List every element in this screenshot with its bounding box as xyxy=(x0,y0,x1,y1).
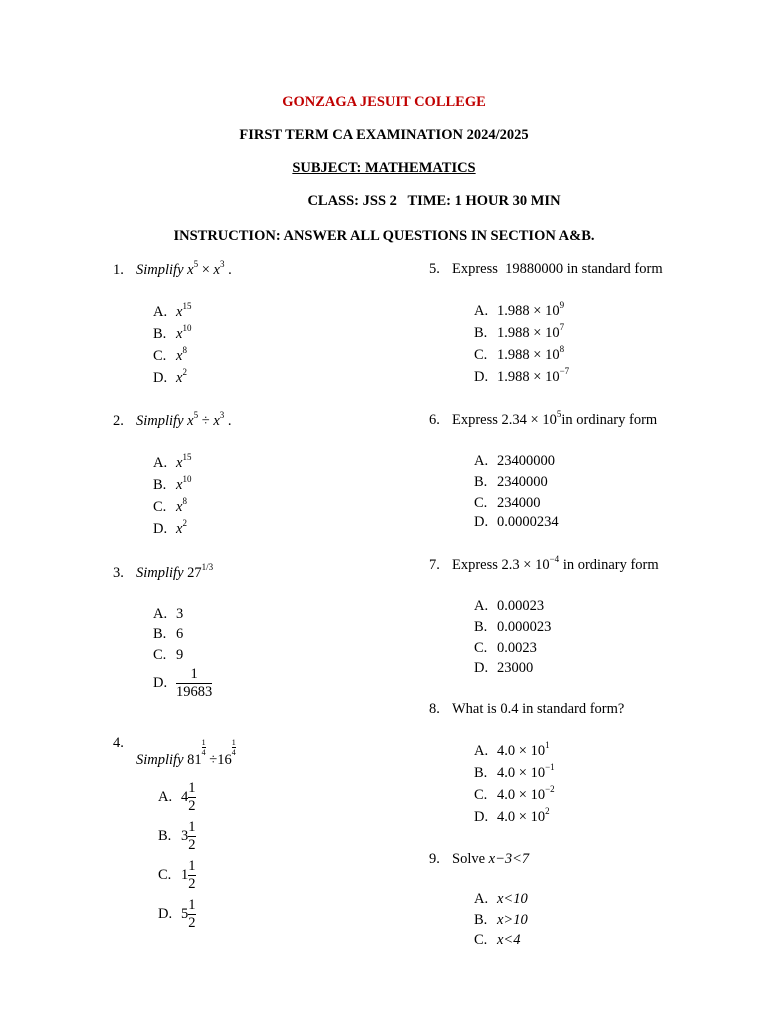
option-label: A. xyxy=(153,455,168,471)
question-number: 6. xyxy=(429,412,440,428)
simplify-word: Simplify xyxy=(136,752,184,768)
option-label: C. xyxy=(158,866,172,883)
q2-option-d[interactable]: D. $x^2$ xyxy=(153,518,187,537)
option-label: B. xyxy=(153,477,167,493)
option-exponent: 8 xyxy=(182,496,187,506)
q4-option-b[interactable] xyxy=(158,819,196,854)
option-exponent: 15 xyxy=(182,452,192,462)
option-exponent: 10 xyxy=(182,474,192,484)
option-value: 0.000023 xyxy=(497,619,552,635)
option-value: x<10 xyxy=(497,891,528,907)
option-label: A. xyxy=(474,743,489,759)
option-label: D. xyxy=(153,370,168,386)
q1-option-b[interactable]: B. $x^{10}$ xyxy=(153,323,192,342)
fraction: $\frac{1}{2}$ xyxy=(188,897,196,931)
base: 81 xyxy=(187,752,202,768)
q7-option-a[interactable] xyxy=(474,598,544,615)
q2-option-b[interactable]: B. $x^{10}$ xyxy=(153,474,192,493)
option-exponent: 8 xyxy=(559,344,565,354)
fraction: $\frac{1}{2}$ xyxy=(188,858,196,892)
fraction: $\frac{1}{2}$ xyxy=(188,819,196,853)
option-value: 3 xyxy=(176,606,184,622)
question-number: 4. xyxy=(113,735,124,751)
q6-option-c[interactable] xyxy=(474,495,541,512)
option-label: A. xyxy=(158,788,173,805)
option-label: A. xyxy=(474,598,489,614)
q6-option-b[interactable] xyxy=(474,474,548,491)
q5-option-b[interactable]: B. $1.988 \times 10^7$ xyxy=(474,322,565,341)
q4-option-a[interactable] xyxy=(158,780,196,815)
question-number: 7. xyxy=(429,557,440,573)
q1-option-d[interactable]: D. $x^2$ xyxy=(153,367,187,386)
option-exponent: 7 xyxy=(559,322,565,332)
option-label: C. xyxy=(153,348,167,364)
question-text: Simplify 81 $\frac{1}{4}$ ÷16 $\frac{1}{4}$ xyxy=(136,738,236,768)
option-exponent: 2 xyxy=(182,518,187,528)
q8-option-d[interactable]: D. $4.0 \times 10^2$ xyxy=(474,806,550,825)
q3-option-b[interactable] xyxy=(153,626,183,643)
option-label: B. xyxy=(474,619,488,635)
option-label: A. xyxy=(474,891,489,907)
option-exponent: 10 xyxy=(182,323,192,333)
option-label: A. xyxy=(153,606,168,622)
q7-option-d[interactable] xyxy=(474,660,533,677)
exam-title: FIRST TERM CA EXAMINATION 2024/2025 xyxy=(239,127,529,143)
q5-option-c[interactable]: C. $1.988 \times 10^8$ xyxy=(474,344,565,363)
q2-option-a[interactable]: A. $x^{15}$ xyxy=(153,452,192,471)
base: 16 xyxy=(217,752,232,768)
option-value: 9 xyxy=(176,647,184,663)
whole-number: 3 xyxy=(181,827,189,844)
school-title: GONZAGA JESUIT COLLEGE xyxy=(282,94,486,110)
option-label: C. xyxy=(474,787,488,803)
simplify-word: Simplify xyxy=(136,413,184,429)
q6-option-a[interactable] xyxy=(474,453,555,470)
q7-option-b[interactable] xyxy=(474,619,551,636)
option-label: C. xyxy=(474,932,488,948)
exponent: 1/3 xyxy=(201,562,214,572)
question-text: What is 0.4 in standard form? xyxy=(452,701,625,717)
option-exponent: 8 xyxy=(182,345,187,355)
whole-number: 5 xyxy=(181,905,189,922)
option-value: 6 xyxy=(176,626,184,642)
base: 27 xyxy=(187,565,202,581)
exponent-fraction: $\frac{1}{4}$ xyxy=(201,738,206,757)
option-label: C. xyxy=(474,495,488,511)
option-label: D. xyxy=(153,674,168,691)
whole-number: 4 xyxy=(181,788,189,805)
option-value: 0.00023 xyxy=(497,598,545,614)
option-label: D. xyxy=(153,521,168,537)
option-label: B. xyxy=(474,474,488,490)
option-exponent: 2 xyxy=(182,367,187,377)
q5-option-d[interactable]: D. $1.988 \times 10^{-7}$ xyxy=(474,366,570,385)
option-label: B. xyxy=(474,765,488,781)
question-text: Express $2.34 \times 10^5in$ ordinary form xyxy=(452,409,658,428)
option-label: B. xyxy=(474,912,488,928)
q8-option-b[interactable]: B. $4.0 \times 10^{-1}$ xyxy=(474,762,555,781)
option-exponent: 1 xyxy=(545,740,550,750)
option-value: 2340000 xyxy=(497,474,548,490)
option-value: 23400000 xyxy=(497,453,555,469)
option-label: B. xyxy=(153,626,167,642)
option-value: 0.0000234 xyxy=(497,514,559,530)
option-label: C. xyxy=(153,499,167,515)
q1-option-a[interactable]: A. $x^{15}$ xyxy=(153,301,192,320)
whole-number: 1 xyxy=(181,866,189,883)
option-label: D. xyxy=(158,905,173,922)
fraction xyxy=(176,666,212,701)
option-label: C. xyxy=(153,647,167,663)
question-number: 2. xyxy=(113,413,124,429)
option-label: B. xyxy=(153,326,167,342)
option-exponent: 2 xyxy=(545,806,550,816)
option-value: 23000 xyxy=(497,660,534,676)
option-exponent: −2 xyxy=(545,784,555,794)
option-label: A. xyxy=(474,303,489,319)
q3-option-a[interactable] xyxy=(153,606,183,623)
option-label: D. xyxy=(474,514,489,530)
option-label: B. xyxy=(474,325,488,341)
option-label: C. xyxy=(474,640,488,656)
fraction: $\frac{1}{2}$ xyxy=(188,780,196,814)
q5-option-a[interactable]: A. $1.988 \times 10^9$ xyxy=(474,300,565,319)
q6-option-d[interactable] xyxy=(474,514,559,531)
question-number: 5. xyxy=(429,261,440,277)
subject-label: SUBJECT: MATHEMATICS xyxy=(292,160,476,176)
q2-option-c[interactable]: C. $x^8$ xyxy=(153,496,187,515)
option-label: A. xyxy=(474,453,489,469)
q9-option-a[interactable] xyxy=(474,891,528,908)
question-text: Simplify $x^5 \times x^3$ . xyxy=(136,259,232,278)
option-label: D. xyxy=(474,809,489,825)
instruction-line: INSTRUCTION: ANSWER ALL QUESTIONS IN SECTION A&B. xyxy=(173,228,595,244)
option-exponent: −1 xyxy=(545,762,555,772)
question-text: Solve x−3<7 xyxy=(452,851,530,867)
q4-option-c[interactable] xyxy=(158,858,196,893)
subject-line xyxy=(0,160,768,177)
option-exponent: 15 xyxy=(182,301,192,311)
option-label: A. xyxy=(153,304,168,320)
q4-option-d[interactable] xyxy=(158,897,196,932)
simplify-word: Simplify xyxy=(136,565,184,581)
option-label: D. xyxy=(474,369,489,385)
question-text: Express 19880000 in standard form xyxy=(452,261,663,277)
q1-option-c[interactable]: C. $x^8$ xyxy=(153,345,187,364)
simplify-word: Simplify xyxy=(136,262,184,278)
denominator: 19683 xyxy=(176,684,213,700)
q3-option-c[interactable] xyxy=(153,647,183,664)
q7-option-c[interactable] xyxy=(474,640,537,657)
question-number: 8. xyxy=(429,701,440,717)
option-value: 0.0023 xyxy=(497,640,537,656)
question-text: Simplify $x^5 \div x^3$ . xyxy=(136,410,232,429)
option-value: 234000 xyxy=(497,495,541,511)
q9-option-c[interactable] xyxy=(474,932,520,949)
option-label: B. xyxy=(158,827,172,844)
option-exponent: −7 xyxy=(559,366,570,376)
question-text xyxy=(136,562,214,582)
exponent-fraction: $\frac{1}{4}$ xyxy=(231,738,236,757)
question-number: 1. xyxy=(113,262,124,278)
option-value: x>10 xyxy=(497,912,528,928)
option-value: x<4 xyxy=(497,932,521,948)
option-exponent: 9 xyxy=(559,300,565,310)
question-number: 3. xyxy=(113,565,124,581)
option-label: D. xyxy=(474,660,489,676)
inequality: x−3<7 xyxy=(488,851,530,867)
q8-option-c[interactable]: C. $4.0 \times 10^{-2}$ xyxy=(474,784,555,803)
class-time-line: CLASS: JSS 2 TIME: 1 HOUR 30 MIN xyxy=(307,193,561,209)
numerator: 1 xyxy=(190,666,198,682)
q8-option-a[interactable]: A. $4.0 \times 10^1$ xyxy=(474,740,550,759)
q3-option-d[interactable] xyxy=(153,666,212,701)
question-number: 9. xyxy=(429,851,440,867)
option-label: C. xyxy=(474,347,488,363)
question-text: Express $2.3 \times 10^{-4}$ in ordinary form xyxy=(452,554,659,573)
q9-option-b[interactable] xyxy=(474,912,528,929)
